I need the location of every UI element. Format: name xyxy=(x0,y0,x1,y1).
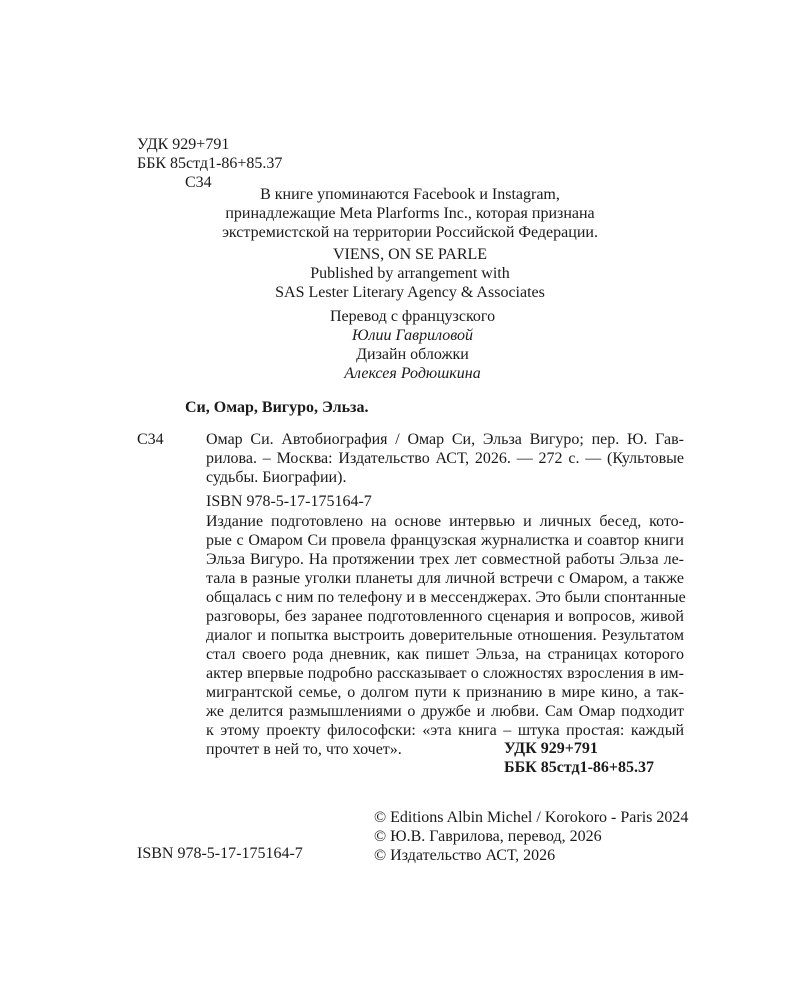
copyright-line: © Editions Albin Michel / Korokoro - Paris 2024 xyxy=(374,809,689,826)
author-mark-side: С34 xyxy=(137,431,164,448)
copyright-line: © Ю.В. Гаврилова, перевод, 2026 xyxy=(374,828,602,845)
annotation-line: к этому проекту философски: «эта книга – штука простая: каждый xyxy=(206,722,684,739)
annotation-line: общалась с ним по телефону и в мессенджерах. Это были спонтанные xyxy=(206,589,686,606)
annotation-line: диалог и попытка выстроить доверительные отношения. Результатом xyxy=(206,627,684,644)
annotation-line: стал своего рода дневник, как пишет Эльза, на страницах которого xyxy=(206,646,684,663)
annotation-line: же делится размышлениями о дружбе и любви. Сам Омар подходит xyxy=(206,703,684,720)
author-mark: С34 xyxy=(185,174,212,191)
notice-line: экстремистской на территории Российской Федерации. xyxy=(222,224,598,241)
agency-line: SAS Lester Literary Agency & Associates xyxy=(275,284,545,301)
cover-design-label: Дизайн обложки xyxy=(356,346,469,363)
authors-heading: Си, Омар, Вигуро, Эльза. xyxy=(185,399,369,416)
copyright-block xyxy=(374,808,688,865)
biblio-line: Омар Си. Автобиография / Омар Си, Эльза Вигуро; пер. Ю. Гав- xyxy=(206,431,684,448)
original-edition-info xyxy=(210,245,610,302)
annotation xyxy=(206,512,684,759)
udk-code-bottom: УДК 929+791 xyxy=(504,740,598,757)
notice-line: В книге упоминаются Facebook и Instagram, xyxy=(260,186,560,203)
annotation-line: Издание подготовлено на основе интервью и личных бесед, кото- xyxy=(206,513,684,530)
annotation-line: прочтет в ней то, что хочет». xyxy=(206,741,402,758)
isbn-bottom: ISBN 978-5-17-175164-7 xyxy=(137,845,303,862)
annotation-line: Эльза Вигуро. На протяжении трех лет совместной работы Эльза ле- xyxy=(206,551,684,568)
copyright-line: © Издательство АСТ, 2026 xyxy=(374,847,556,864)
annotation-line: актер впервые подробно рассказывает о сложностях взросления в им- xyxy=(206,665,684,682)
bibliographic-description xyxy=(206,430,684,487)
arrangement-line: Published by arrangement with xyxy=(310,265,510,282)
biblio-line: рилова. – Москва: Издательство АСТ, 2026. — 272 с. — (Культовые xyxy=(206,450,684,467)
original-title: VIENS, ON SE PARLE xyxy=(332,246,488,263)
bbk-code: ББК 85стд1-86+85.37 xyxy=(137,155,283,172)
biblio-line: судьбы. Биографии). xyxy=(206,469,347,486)
bbk-code-bottom: ББК 85стд1-86+85.37 xyxy=(504,759,655,776)
notice-line: принадлежащие Meta Plarforms Inc., которая признана xyxy=(225,205,595,222)
annotation-line: рые с Омаром Си провела французская журналистка и соавтор книги xyxy=(206,532,684,549)
credits xyxy=(300,307,525,383)
translator-name: Юлии Гавриловой xyxy=(351,327,474,344)
annotation-line: мигрантской семье, о долгом пути к признанию в мире кино, а так- xyxy=(206,684,684,701)
isbn: ISBN 978-5-17-175164-7 xyxy=(206,493,372,510)
annotation-line: тала в разные уголки планеты для личной встречи с Омаром, а также xyxy=(206,570,684,587)
udk-code: УДК 929+791 xyxy=(137,136,230,153)
designer-name: Алексея Родюшкина xyxy=(344,365,481,382)
extremist-notice xyxy=(210,185,610,242)
translation-label: Перевод с французского xyxy=(329,308,496,325)
annotation-line: разговоры, без заранее подготовленного сценария и вопросов, живой xyxy=(206,608,684,625)
